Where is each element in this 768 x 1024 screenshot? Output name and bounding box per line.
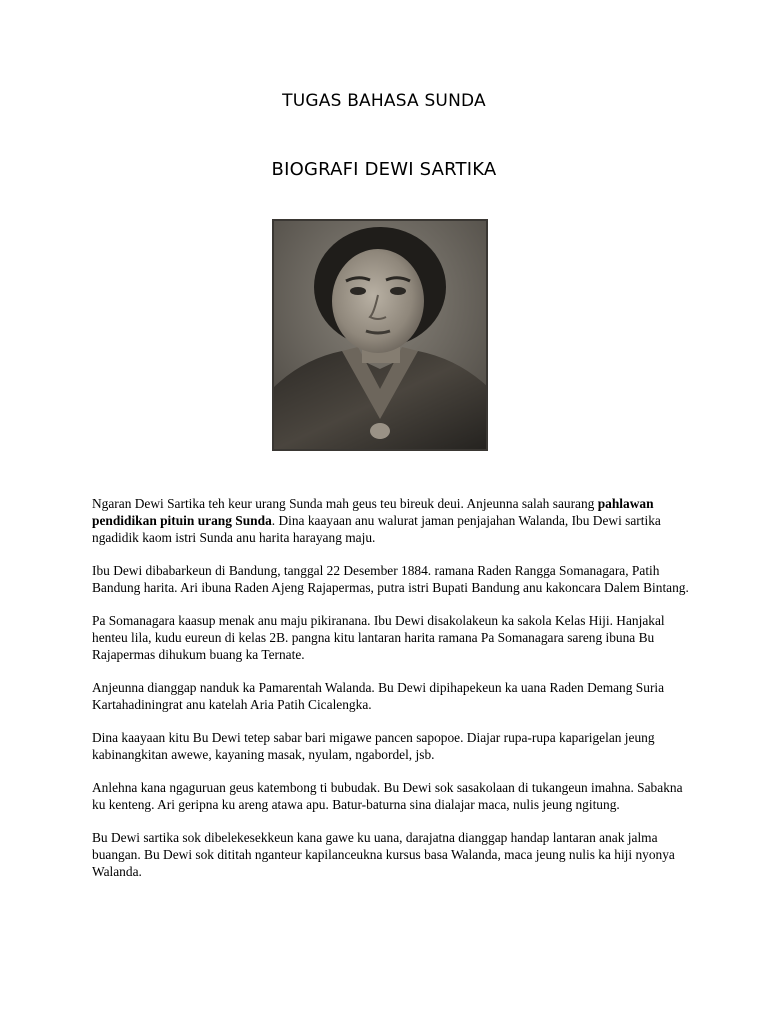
paragraph-7: Bu Dewi sartika sok dibelekesekkeun kana gawe ku uana, darajatna dianggap handap lantaran anak jalma buangan. Bu Dewi sok dititah nganteur kapilanceukna kursus basa Walanda, maca jeung nulis ka hiji nyonya Walanda. (92, 830, 675, 879)
paragraph-4: Anjeunna dianggap nanduk ka Pamarentah Walanda. Bu Dewi dipihapekeun ka uana Raden Demang Suria Kartahadiningrat anu katelah Aria Patih Cicalengka. (92, 680, 665, 712)
paragraph-6: Anlehna kana ngaguruan geus katembong ti bubudak. Bu Dewi sok sasakolaan di tukangeun imahna. Sabakna ku kenteng. Ari geripna ku areng atawa apu. Batur-baturna sina dialajar maca, nulis jeung ngitung. (92, 780, 683, 812)
paragraph-1-text-end: . Dina kaayaan anu walurat jaman penjajahan Walanda, Ibu Dewi sartika ngadidik kaom istri Sunda anu harita harayang maju. (92, 513, 661, 545)
assignment-title: TUGAS BAHASA SUNDA (282, 91, 486, 111)
portrait-photo-icon (272, 219, 488, 451)
paragraph-2: Ibu Dewi dibabarkeun di Bandung, tanggal 22 Desember 1884. ramana Raden Rangga Somanagara, Patih Bandung harita. Ari ibuna Raden Ajeng Rajapermas, putra istri Bupati Bandung anu kakoncara Dalem Bintang. (92, 563, 689, 595)
paragraph-1-bold-phrase: pahlawan pendidikan pituin urang Sunda (92, 496, 654, 528)
biography-body (92, 495, 692, 896)
paragraph-5: Dina kaayaan kitu Bu Dewi tetep sabar bari migawe pancen sapopoe. Diajar rupa-rupa kaparigelan jeung kabinangkitan awewe, kayaning masak, nyulam, ngabordel, jsb. (92, 730, 655, 762)
paragraph-3: Pa Somanagara kaasup menak anu maju pikiranana. Ibu Dewi disakolakeun ka sakola Kelas Hiji. Hanjakal henteu lila, kudu eureun di kelas 2B. pangna kitu lantaran harita ramana Pa Somanagara sareng ibuna Bu Rajapermas dihukum buang ka Ternate. (92, 613, 665, 662)
paragraph-1 (92, 495, 692, 546)
paragraph-1-text-start: Ngaran Dewi Sartika teh keur urang Sunda mah geus teu bireuk deui. Anjeunna salah saurang (92, 496, 598, 511)
portrait-photo (272, 219, 488, 451)
biography-title: BIOGRAFI DEWI SARTIKA (271, 159, 497, 180)
